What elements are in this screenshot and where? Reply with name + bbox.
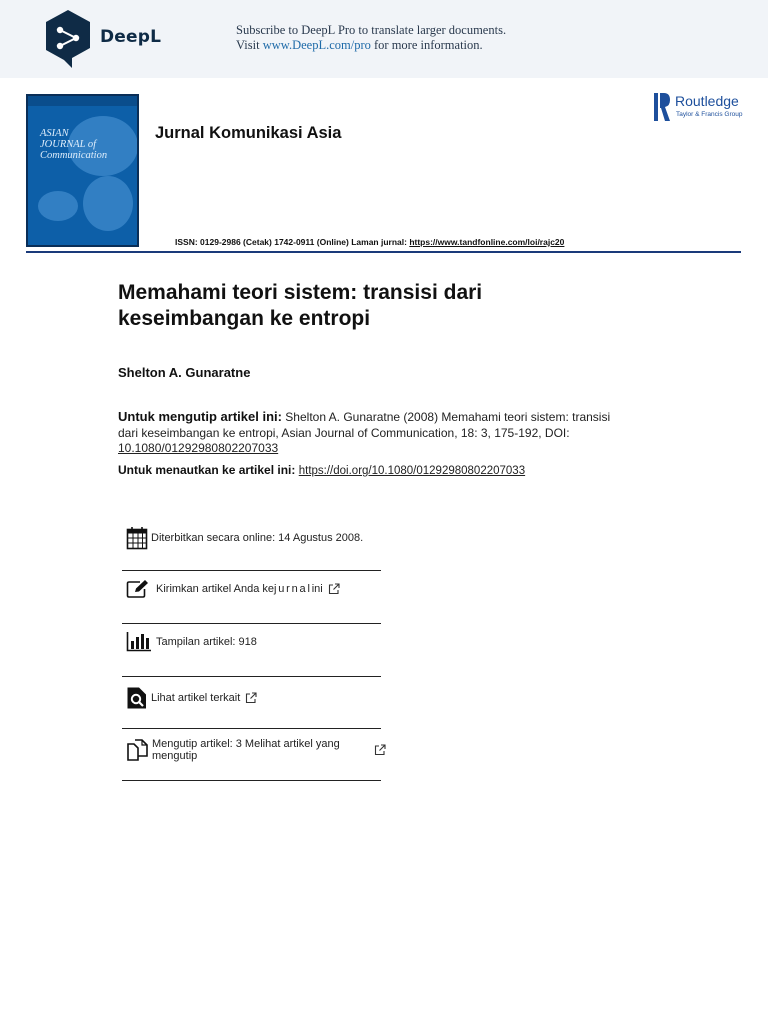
info-divider (122, 780, 381, 781)
cover-top-bar (28, 96, 137, 106)
header-divider (26, 251, 741, 253)
cover-title (40, 128, 107, 161)
journal-homepage-link[interactable]: https://www.tandfonline.com/loi/rajc20 (409, 237, 565, 247)
cover-title-line: ASIAN (40, 128, 69, 139)
document-search-icon (126, 686, 148, 710)
info-divider (122, 623, 381, 624)
issn-line (175, 237, 564, 247)
related-articles-row[interactable] (126, 686, 386, 710)
banner-visit-text: Visit (236, 38, 263, 52)
publisher-subtitle: Taylor & Francis Group (676, 111, 743, 118)
article-title: Memahami teori sistem: transisi dari keseimbangan ke entropi (118, 281, 483, 330)
copy-documents-icon (126, 738, 150, 762)
published-online-row (126, 526, 386, 550)
journal-title: Jurnal Komunikasi Asia (155, 124, 342, 142)
publisher-name: Routledge (675, 93, 739, 109)
published-online-text: Diterbitkan secara online: 14 Agustus 2008. (151, 532, 364, 544)
journal-cover-image (26, 94, 139, 247)
article-link-label: Untuk menautkan ke artikel ini: (118, 463, 296, 477)
article-views-row (126, 632, 386, 652)
article-author: Shelton A. Gunaratne (118, 365, 251, 380)
issn-text: ISSN: 0129-2986 (Cetak) 1742-0911 (Online) Laman jurnal: (175, 237, 410, 247)
external-link-icon (328, 583, 340, 595)
article-views-text: Tampilan artikel: 918 (156, 636, 257, 648)
deepl-banner (0, 0, 768, 78)
citation-doi-link[interactable]: 10.1080/01292980802207033 (118, 441, 279, 455)
related-articles-text: Lihat artikel terkait (151, 692, 241, 704)
external-link-icon (245, 692, 257, 704)
banner-suffix-text: for more information. (370, 38, 483, 52)
submit-article-text: Kirimkan artikel Anda ke (156, 583, 274, 595)
citation-label: Untuk mengutip artikel ini: (118, 409, 282, 424)
banner-line-2 (236, 38, 506, 53)
cover-map-shape (83, 176, 133, 231)
citing-articles-text: Mengutip artikel: 3 Melihat artikel yang mengutip (152, 738, 340, 762)
cover-title-line: Communication (40, 150, 108, 161)
citing-articles-row[interactable] (126, 738, 386, 762)
citation-text: Shelton A. Gunaratne (2008) Memahami teori sistem: transisi dari keseimbangan ke entropi, Asian Journal of Communication, 18: 3, 175-192, DOI: (118, 410, 611, 440)
citation-block (118, 409, 618, 457)
banner-message (236, 23, 506, 53)
calendar-icon (126, 526, 148, 550)
routledge-logo-icon (654, 93, 670, 121)
bar-chart-icon (126, 632, 152, 652)
deepl-logo-icon[interactable] (44, 10, 92, 68)
info-divider (122, 728, 381, 729)
submit-article-row[interactable] (126, 579, 386, 599)
deepl-pro-link[interactable]: www.DeepL.com/pro (262, 38, 371, 52)
article-doi-url-link[interactable]: https://doi.org/10.1080/01292980802207033 (298, 465, 526, 477)
deepl-brand: DeepL (100, 27, 162, 47)
submit-suffix-text: ini (311, 583, 323, 595)
submit-journal-word: jurnal (274, 583, 312, 595)
cover-title-line: JOURNAL of (40, 139, 97, 150)
info-divider (122, 570, 381, 571)
banner-line-1: Subscribe to DeepL Pro to translate larger documents. (236, 23, 507, 37)
edit-icon (126, 579, 150, 599)
info-divider (122, 676, 381, 677)
article-link-line (118, 463, 678, 477)
cover-map-shape (38, 191, 78, 221)
external-link-icon (374, 744, 386, 756)
